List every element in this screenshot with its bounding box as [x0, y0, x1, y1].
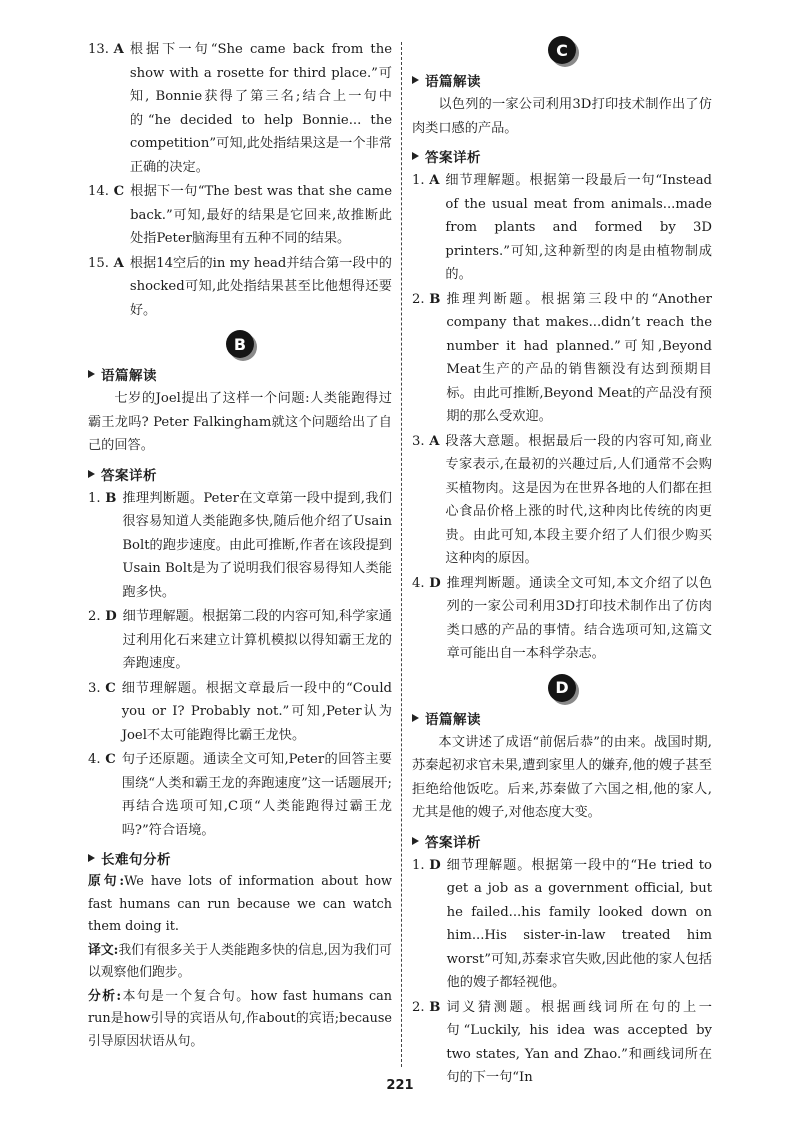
answer-item-b4: [88, 748, 392, 842]
answer-item-b3: [88, 677, 392, 748]
item-letter: A: [113, 42, 124, 57]
answer-item-c3: [412, 430, 712, 571]
triangle-bullet-icon: [88, 370, 95, 378]
triangle-bullet-icon: [412, 152, 419, 160]
column-divider: [401, 42, 402, 1067]
original-sentence: 原句:We have lots of information about how fast humans can run because we can watch them doing it.: [88, 874, 392, 934]
item-text: 句子还原题。通读全文可知,Peter的回答主要围绕“人类和霸王龙的奔跑速度”这一话题展开;再结合选项可知,C项“人类能跑得过霸王龙吗?”符合语境。: [121, 752, 392, 838]
reading-summary: 七岁的Joel提出了这样一个问题:人类能跑得过霸王龙吗? Peter Falkingham就这个问题给出了自己的回答。: [88, 391, 392, 453]
item-letter: D: [429, 575, 441, 591]
reading-summary: 以色列的一家公司利用3D打印技术制作出了仿肉类口感的产品。: [412, 97, 712, 136]
triangle-bullet-icon: [88, 854, 95, 862]
item-number: 2.: [88, 609, 101, 624]
item-letter: D: [105, 609, 117, 624]
item-number: 13.: [88, 42, 109, 57]
item-letter: C: [105, 680, 116, 696]
item-letter: A: [429, 173, 440, 188]
item-text: 细节理解题。根据第二段的内容可知,科学家通过利用化石来建立计算机模拟以得知霸王龙的奔跑速度。: [122, 609, 392, 671]
reading-heading: 语篇解读: [88, 364, 392, 384]
section-badge-d: D: [548, 674, 576, 702]
item-letter: C: [113, 184, 125, 199]
answer-item-d2: [412, 996, 712, 1090]
item-letter: B: [105, 490, 117, 506]
triangle-bullet-icon: [412, 714, 419, 722]
grammar-analysis: 分析:本句是一个复合句。how fast humans can run是how引导的宾语从句,作about的宾语;because引导原因状语从句。: [88, 988, 392, 1049]
translation: 译文:我们有很多关于人类能跑多快的信息,因为我们可以观察他们跑步。: [88, 942, 392, 980]
item-letter: B: [429, 999, 441, 1015]
sentence-analysis-heading: 长难句分析: [88, 848, 392, 868]
item-letter: B: [429, 291, 441, 307]
answer-item-b2: [88, 605, 392, 676]
answer-item-c4: [412, 572, 712, 666]
triangle-bullet-icon: [412, 76, 419, 84]
section-badge-b: B: [226, 330, 254, 358]
item-number: 3.: [88, 680, 101, 696]
item-text: 推理判断题。Peter在文章第一段中提到,我们很容易知道人类能跑多快,随后他介绍了Usain Bolt的跑步速度。由此可推断,作者在该段提到Usain Bolt是为了说明我们很容易得知人类能跑多快。: [122, 490, 392, 600]
answers-heading: 答案详析: [412, 831, 712, 851]
triangle-bullet-icon: [88, 470, 95, 478]
item-number: 2.: [412, 999, 425, 1015]
item-text: 段落大意题。根据最后一段的内容可知,商业专家表示,在最初的兴趣过后,人们通常不会购买植物肉。这是因为在世界各地的人们都在担心食品价格上涨的时代,这种肉比传统的肉更贵。由此可知,本段主要介绍了人们很少购买这种肉的原因。: [445, 433, 712, 566]
right-column: [412, 38, 712, 1091]
item-text: 推理判断题。根据第三段中的“Another company that makes...didn’t reach the number it had planned.”可知,Beyond Meat生产的产品的销售额没有达到预期目标。由此可推断,Beyond Meat的产品没有预期的那么受欢迎。: [446, 291, 712, 424]
section-d-badge-wrap: [412, 674, 712, 702]
answer-item-15: [88, 252, 392, 323]
item-number: 1.: [412, 857, 425, 873]
item-number: 4.: [88, 752, 101, 767]
section-b-badge-wrap: [88, 330, 392, 358]
left-column: [88, 38, 392, 1054]
item-number: 2.: [412, 291, 425, 307]
item-text: 细节理解题。根据文章最后一段中的“Could you or I? Probably not.”可知,Peter认为Joel不太可能跑得比霸王龙快。: [121, 680, 392, 743]
item-number: 15.: [88, 255, 109, 271]
item-number: 1.: [88, 490, 101, 506]
answer-item-14: [88, 180, 392, 251]
item-number: 14.: [88, 184, 109, 199]
answer-item-d1: [412, 854, 712, 995]
answer-item-c2: [412, 288, 712, 429]
reading-heading: 语篇解读: [412, 708, 712, 728]
item-text: 根据下一句“The best was that she came back.”可知,最好的结果是它回来,故推断此处指Peter脑海里有五种不同的结果。: [130, 184, 392, 246]
answers-heading: 答案详析: [412, 146, 712, 166]
triangle-bullet-icon: [412, 837, 419, 845]
item-letter: A: [429, 433, 440, 449]
answer-item-b1: [88, 487, 392, 605]
item-number: 4.: [412, 575, 425, 591]
item-text: 根据14空后的in my head并结合第一段中的shocked可知,此处指结果甚至比他想得还要好。: [129, 255, 392, 318]
item-text: 词义猜测题。根据画线词所在句的上一句“Luckily, his idea was accepted by two states, Yan and Zhao.”和画线词所在句的下一句“In: [446, 999, 712, 1085]
reading-heading: 语篇解读: [412, 70, 712, 90]
page-number: 221: [386, 1078, 414, 1093]
item-letter: A: [113, 255, 124, 271]
item-letter: D: [429, 857, 441, 873]
item-text: 推理判断题。通读全文可知,本文介绍了以色列的一家公司利用3D打印技术制作出了仿肉类口感的产品的事情。结合选项可知,这篇文章可能出自一本科学杂志。: [446, 575, 712, 661]
item-text: 根据下一句“She came back from the show with a rosette for third place.”可知, Bonnie获得了第三名;结合上一句中的“he decided to help Bonnie... the competition”可知,此处指结果这是一个非常正确的决定。: [129, 42, 392, 175]
item-text: 细节理解题。根据第一段最后一句“Instead of the usual meat from animals...made from plants and formed by 3D printers.”可知,这种新型的肉是由植物制成的。: [445, 173, 712, 282]
item-letter: C: [105, 752, 116, 767]
reading-summary: 本文讲述了成语“前倨后恭”的由来。战国时期,苏秦起初求官未果,遭到家里人的嫌弃,他的嫂子甚至拒绝给他饭吃。后来,苏秦做了六国之相,他的家人,尤其是他的嫂子,对他态度大变。: [412, 734, 712, 820]
answer-item-13: [88, 38, 392, 179]
section-badge-c: C: [548, 36, 576, 64]
item-number: 3.: [412, 433, 425, 449]
item-text: 细节理解题。根据第一段中的“He tried to get a job as a government official, but he failed...his family looked down on him...His sister-in-law treated him worst”可知,苏秦求官失败,因此他的家人包括他的嫂子都轻视他。: [446, 857, 712, 990]
section-c-badge-wrap: [412, 36, 712, 64]
answer-item-c1: [412, 169, 712, 287]
answers-heading: 答案详析: [88, 464, 392, 484]
item-number: 1.: [412, 173, 425, 188]
